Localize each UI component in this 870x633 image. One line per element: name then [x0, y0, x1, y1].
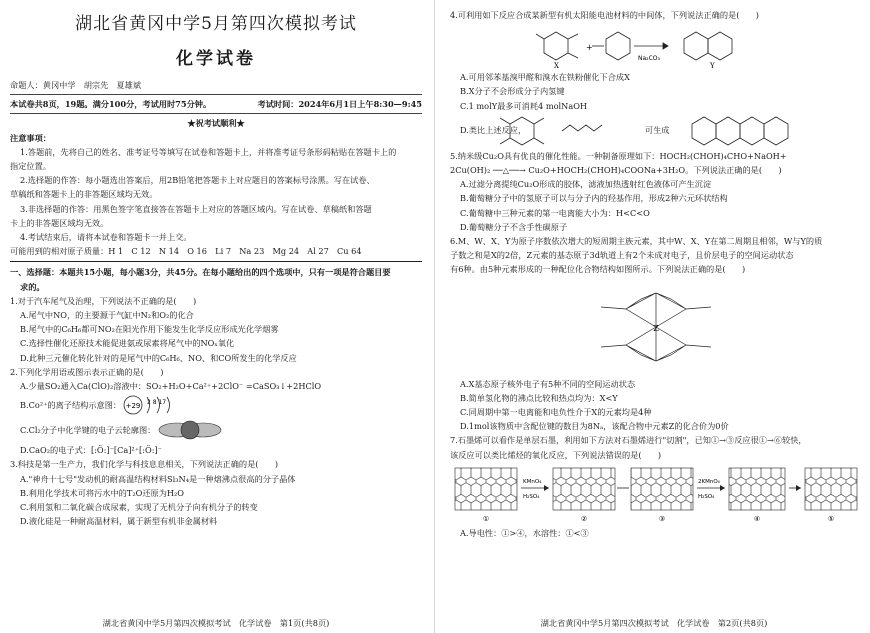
rule	[10, 94, 422, 95]
q7-label: ①	[482, 514, 490, 523]
q4-mol-y: Y	[710, 62, 715, 69]
q3-stem: 3.科技是第一生产力，我们化学与科技息息相关，下列说法正确的是( )	[10, 459, 279, 470]
q7-label: ④	[753, 514, 761, 523]
q1-option-d: D.此种三元催化转化针对的是尾气中的C₆H₆、NO、和CO所发生的化学反应	[20, 352, 297, 363]
q6-complex-structure	[581, 279, 731, 375]
q1-option-c: C.选择性催化还原技术能促进氨或尿素将尾气中的NOₓ氧化	[20, 338, 235, 349]
graphene-3	[631, 468, 693, 510]
q7-stem-2: 该反应可以类比烯烃的氧化反应，下列说法错误的是( )	[450, 449, 662, 460]
q7-label: ⑤	[827, 514, 835, 523]
q6-option-d: D.1mol该物质中含配位键的数目为8Nₐ，该配合物中元素Z的化合价为0价	[460, 421, 729, 432]
exam-page-1	[0, 0, 432, 633]
q4-option-a: A.可用邻苯基溴甲醛和溴水在铁粉催化下合成X	[460, 72, 630, 83]
exam-page-2	[438, 0, 870, 633]
q7-reagent-1: KMnO₄	[523, 478, 542, 485]
q7-label: ②	[580, 514, 588, 523]
q6-option-c: C.同周期中第一电离能和电负性介于X的元素均是4种	[460, 407, 652, 418]
graphene-2	[553, 468, 615, 510]
q2-option-c	[10, 417, 422, 443]
wish: ★祝考试顺利★	[187, 118, 245, 129]
q7-reagent-2: 2KMnO₄	[698, 478, 720, 485]
q6-option-a: A.X基态原子核外电子有5种不同的空间运动状态	[460, 378, 636, 389]
ion-structure-diagram	[121, 394, 191, 416]
q5-option-c: C.葡萄糖中三种元素的第一电离能大小为：H<C<O	[460, 207, 650, 218]
q1-stem: 1.对于汽车尾气及治理，下列说法不正确的是( )	[10, 295, 197, 306]
q4-option-d-structures	[498, 113, 798, 147]
notice-title: 注意事项：	[10, 132, 51, 143]
notice-line: 1.答题前，先将自己的姓名、准考证号等填写在试卷和答题卡上，并将准考证号条形码粘贴在答题卡上的	[20, 146, 397, 157]
q7-reagent-2b: H₂SO₄	[698, 493, 715, 500]
svg-text:+: +	[586, 43, 593, 53]
electron-cloud-diagram	[155, 418, 225, 442]
q6-stem-3: 有6种。由5种元素形成的一种配位化合物结构如图所示。下列说法正确的是( )	[450, 264, 746, 275]
q7-graphene-scheme	[451, 464, 861, 524]
exam-title: 湖北省黄冈中学5月第四次模拟考试	[75, 14, 357, 34]
q2-stem: 2.下列化学用语或图示表示正确的是( )	[10, 366, 164, 377]
q3-option-b: B.利用化学技术可将污水中的T₂O还原为H₂O	[20, 487, 185, 498]
ion-nucleus-label: +29	[125, 402, 141, 411]
q4-stem: 4.可利用如下反应合成某新型有机太阳能电池材料的中间体，下列说法正确的是( )	[450, 10, 759, 20]
notice-line: 4.考试结束后，请将本试卷和答题卡一并上交。	[20, 232, 192, 243]
q5-equation: 2Cu(OH)₂ ──△──→ Cu₂O+HOCH₂(CHOH)₄COONa+3H₂O。下列说法正确的是( )	[450, 165, 782, 176]
q7-reagent-1b: H₂SO₄	[523, 493, 540, 500]
q2-option-d: D.CaO₂的电子式：[:Ö:]⁻[Ca]²⁺[:Ö:]⁻	[20, 445, 162, 456]
section-heading: 一、选择题：本题共15小题，每小题3分，共45分。在每小题给出的四个选项中，只有一项是符合题目要	[10, 267, 391, 278]
q7-label: ③	[658, 514, 666, 523]
notice-line: 卡上的非答题区域均无效。	[10, 217, 109, 228]
graphene-1	[455, 468, 517, 510]
q3-option-a: A."神舟十七号"发动机的耐高温结构材料Si₃N₄是一种熔沸点很高的分子晶体	[20, 473, 296, 484]
rule	[10, 261, 422, 262]
atomic-masses: 可能用到的相对原子质量：H 1 C 12 N 14 O 16 Li 7 Na 23 Mg 24 Al 27 Cu 64	[10, 246, 362, 257]
q6-option-b: B.简单氢化物的沸点比较和热点均为：X<Y	[460, 392, 618, 403]
notice-line: 3.非选择题的作答：用黑色签字笔直接答在答题卡上对应的答题区域内。写在试卷、草稿纸和答题	[20, 203, 372, 214]
q4-mol-x: X	[554, 62, 559, 69]
exam-subtitle: 化学试卷	[176, 49, 256, 69]
q5-stem: 5.纳米级Cu₂O具有优良的催化性能。一种制备原理如下：HOCH₂(CHOH)₄CHO+NaOH+	[450, 150, 787, 161]
q7-option-a: A.导电性：①>④，水溶性：①<③	[460, 527, 589, 538]
q4-option-d-text: D.类比上述反应， 可生成	[460, 124, 670, 135]
ion-shell-label: 2 8 17	[147, 399, 167, 407]
q4-option-b: B.X分子不会形成分子内氢键	[460, 86, 565, 97]
q4-option-c: C.1 molY最多可消耗4 molNaOH	[460, 100, 588, 111]
q6-center-atom: Z	[653, 323, 659, 333]
q5-option-d: D.葡萄糖分子不含手性碳原子	[460, 221, 568, 232]
q4-reagent: Na₂CO₃	[638, 55, 660, 63]
q5-option-b: B.葡萄糖分子中的氢原子可以与分子内的羟基作用，形成2种六元环状结构	[460, 193, 728, 204]
q4-reaction-scheme	[526, 24, 786, 68]
page-footer: 湖北省黄冈中学5月第四次模拟考试 化学试卷 第1页(共8页)	[102, 618, 330, 628]
q7-stem-1: 7.石墨烯可以看作是单层石墨，利用如下方法对石墨烯进行"切割"，已知①→③反应很①→⑥较快，	[450, 435, 807, 446]
page-footer: 湖北省黄冈中学5月第四次模拟考试 化学试卷 第2页(共8页)	[540, 618, 768, 628]
authors: 命题人：黄冈中学 胡宗先 夏雄斌	[10, 80, 142, 90]
q3-option-c: C.利用氢和二氧化碳合成尿素，实现了无机分子向有机分子的转变	[20, 502, 258, 513]
notice-line: 2.选择题的作答：每小题选出答案后，用2B铅笔把答题卡上对应题目的答案标号涂黑。写在试卷、	[20, 175, 375, 186]
q1-option-b: B.尾气中的C₆H₆都可NO₂在阳光作用下能发生化学反应形成光化学烟雾	[20, 324, 279, 335]
q3-option-d: D.液化硅是一种耐高温材料，属于新型有机非金属材料	[20, 516, 218, 527]
graphene-5	[805, 468, 857, 510]
graphene-4	[729, 468, 785, 510]
q2-option-b-text: B.Co²⁺的离子结构示意图：	[20, 400, 122, 411]
rule	[10, 113, 422, 114]
q1-option-a: A.尾气中NO，的主要源于气缸中N₂和O₂的化合	[20, 310, 194, 321]
info-left: 本试卷共8页，19题。满分100分，考试用时75分钟。	[10, 99, 212, 110]
q6-stem-1: 6.M、W、X、Y为原子序数依次增大的短周期主族元素，其中W、X、Y在第二周期且相邻，W与Y的质	[450, 236, 823, 247]
exam-info	[10, 97, 422, 111]
q5-option-a: A.过滤分离提纯Cu₂O形成的胶体，滤液加热透射红色液体可产生沉淀	[460, 179, 712, 190]
notice-line: 指定位置。	[10, 161, 51, 172]
section-heading-cont: 求的。	[20, 281, 45, 292]
page-divider	[434, 0, 435, 633]
notice-line: 草稿纸和答题卡上的非答题区域均无效。	[10, 189, 158, 200]
q2-option-b	[10, 393, 422, 417]
q2-option-c-text: C.Cl₂分子中化学键的电子云轮廓图：	[20, 425, 156, 436]
q6-stem-2: 子数之和是X的2倍，Z元素的基态原子3d轨道上有2个未成对电子，且价层电子的空间运动状态	[450, 250, 794, 261]
q2-option-a: A.少量SO₂通入Ca(ClO)₂溶液中：SO₂+H₂O+Ca²⁺+2ClO⁻ =CaSO₃↓+2HClO	[20, 381, 322, 392]
info-right: 考试时间：2024年6月1日上午8:30—9:45	[257, 99, 422, 110]
q4-option-d	[450, 113, 862, 147]
